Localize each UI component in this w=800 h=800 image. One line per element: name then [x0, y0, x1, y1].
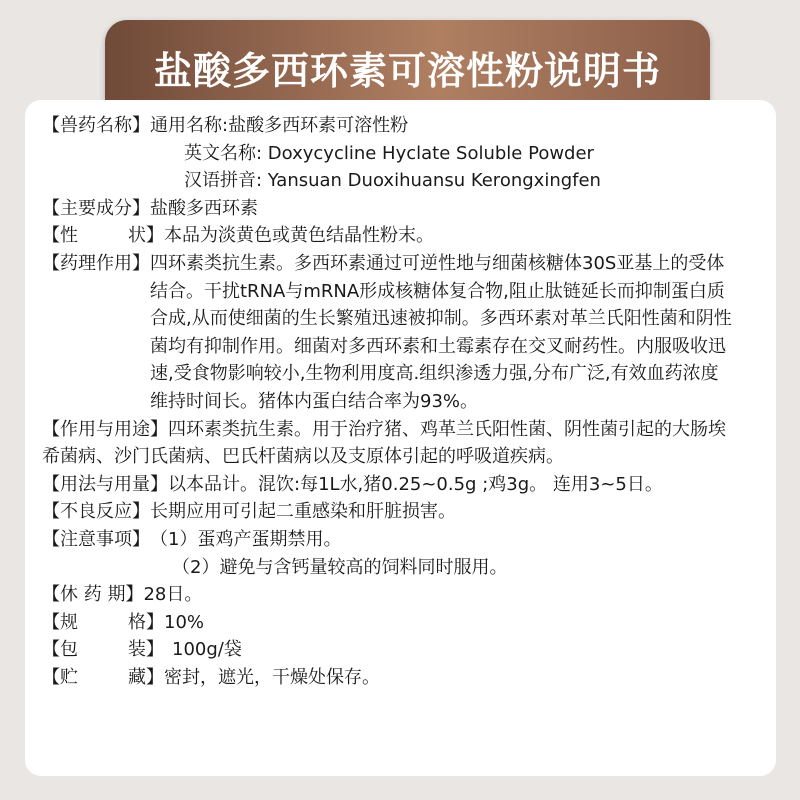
- section-specification: [42, 609, 772, 637]
- label-specification-open: 【规: [42, 611, 78, 633]
- main-ingredient-value: 盐酸多西环素: [150, 197, 258, 219]
- instruction-content: [42, 112, 772, 691]
- specification-value: 10%: [164, 611, 205, 633]
- label-package: [42, 636, 164, 664]
- section-package: [42, 636, 772, 664]
- label-storage: [42, 664, 164, 692]
- label-adverse-reactions: 【不良反应】: [42, 501, 150, 523]
- english-name: 英文名称: Doxycycline Hyclate Soluble Powder: [184, 142, 594, 164]
- pinyin-name: 汉语拼音: Yansuan Duoxihuansu Kerongxingfen: [184, 170, 601, 192]
- section-dosage: [42, 471, 772, 499]
- adverse-reactions-value: 长期应用可引起二重感染和肝脏损害。: [150, 501, 456, 523]
- label-storage-open: 【贮: [42, 666, 78, 688]
- label-character: [42, 222, 164, 250]
- title-banner: [105, 20, 710, 108]
- label-specification-close: 格】: [128, 611, 164, 633]
- precaution-item-2: （2）避免与含钙量较高的饲料同时服用。: [172, 556, 508, 578]
- label-usage: 【作用与用途】: [42, 418, 168, 440]
- label-character-open: 【性: [42, 225, 78, 247]
- generic-name: 通用名称:盐酸多西环素可溶性粉: [150, 115, 409, 136]
- storage-value: 密封，遮光，干燥处保存。: [164, 666, 380, 688]
- precaution-item-1: （1）蛋鸡产蛋期禁用。: [150, 528, 342, 550]
- section-vet-drug-name: [42, 112, 772, 140]
- label-dosage: 【用法与用量】: [42, 473, 168, 495]
- section-adverse-reactions: [42, 498, 772, 526]
- label-package-open: 【包: [42, 639, 78, 661]
- package-value: 100g/袋: [172, 639, 242, 661]
- label-storage-close: 藏】: [128, 666, 164, 688]
- label-precautions: 【注意事项】: [42, 528, 150, 550]
- document-title: 盐酸多西环素可溶性粉说明书: [153, 49, 661, 93]
- withdrawal-period-value: 28日。: [143, 584, 203, 606]
- section-main-ingredient: [42, 195, 772, 223]
- section-storage: [42, 664, 772, 692]
- label-withdrawal-period: 【休 药 期】: [42, 584, 144, 606]
- instruction-card: [25, 100, 776, 776]
- usage-value: 四环素类抗生素。用于治疗猪、鸡革兰氏阳性菌、阴性菌引起的大肠埃希菌病、沙门氏菌病、巴氏杆菌病以及支原体引起的呼吸道疾病。: [42, 418, 726, 468]
- label-pharmacology: 【药理作用】: [42, 252, 150, 274]
- label-specification: [42, 609, 164, 637]
- label-character-close: 状】: [128, 225, 164, 247]
- section-withdrawal-period: [42, 581, 772, 609]
- section-usage: [42, 416, 772, 471]
- section-pharmacology: [42, 250, 772, 416]
- character-value: 本品为淡黄色或黄色结晶性粉末。: [164, 225, 434, 247]
- label-vet-drug-name: 【兽药名称】: [42, 115, 150, 136]
- section-precautions: [42, 526, 772, 554]
- label-main-ingredient: 【主要成分】: [42, 197, 150, 219]
- label-package-close: 装】: [128, 639, 164, 661]
- pharmacology-value: 四环素类抗生素。多西环素通过可逆性地与细菌核糖体30S亚基上的受体结合。干扰tRNA与mRNA形成核糖体复合物,阻止肽链延长而抑制蛋白质合成,从而使细菌的生长繁殖迅速被抑制。多西环素对革兰氏阳性菌和阴性菌均有抑制作用。细菌对多西环素和土霉素存在交叉耐药性。内服吸收迅速,受食物影响较小,生物利用度高.组织渗透力强,分布广泛,有效血药浓度维持时间长。猪体内蛋白结合率为93%。: [150, 252, 732, 412]
- dosage-value: 以本品计。混饮:每1L水,猪0.25~0.5g ;鸡3g。 连用3~5日。: [168, 473, 663, 495]
- section-character: [42, 222, 772, 250]
